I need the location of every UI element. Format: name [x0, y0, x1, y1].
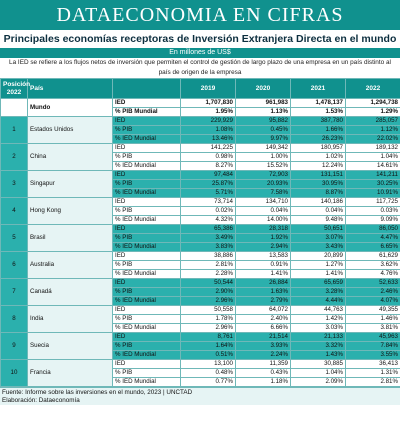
country-row [1, 225, 400, 234]
value-cell: 13,100 [181, 360, 236, 369]
value-cell: 21,514 [236, 333, 291, 342]
value-cell: 3.07% [291, 234, 346, 243]
value-cell: 11,359 [236, 360, 291, 369]
world-ied-2022: 1,294,738 [346, 99, 400, 108]
value-cell: 4.47% [346, 234, 400, 243]
value-cell: 3.03% [291, 324, 346, 333]
country-name: Australia [28, 252, 113, 279]
metric-label: IED [113, 198, 181, 207]
country-position: 10 [1, 360, 28, 387]
country-name: Canadá [28, 279, 113, 306]
value-cell: 3.28% [291, 288, 346, 297]
value-cell: 3.49% [181, 234, 236, 243]
value-cell: 5.71% [181, 189, 236, 198]
value-cell: 1.12% [346, 126, 400, 135]
value-cell: 1.63% [236, 288, 291, 297]
value-cell: 3.83% [181, 243, 236, 252]
world-pib-2021: 1.53% [291, 108, 346, 117]
value-cell: 13,583 [236, 252, 291, 261]
metric-label: % IED Mundial [113, 324, 181, 333]
metric-label: % PIB [113, 153, 181, 162]
value-cell: 2.40% [236, 315, 291, 324]
country-row [1, 198, 400, 207]
country-position: 2 [1, 144, 28, 171]
value-cell: 141,225 [181, 144, 236, 153]
value-cell: 1.64% [181, 342, 236, 351]
value-cell: 0.04% [236, 207, 291, 216]
value-cell: 117,725 [346, 198, 400, 207]
value-cell: 0.04% [291, 207, 346, 216]
value-cell: 3.32% [291, 342, 346, 351]
value-cell: 28,318 [236, 225, 291, 234]
value-cell: 0.48% [181, 369, 236, 378]
value-cell: 20.93% [236, 180, 291, 189]
value-cell: 0.91% [236, 261, 291, 270]
value-cell: 1.27% [291, 261, 346, 270]
metric-label: % PIB [113, 369, 181, 378]
value-cell: 72,903 [236, 171, 291, 180]
value-cell: 2.46% [346, 288, 400, 297]
value-cell: 140,186 [291, 198, 346, 207]
value-cell: 0.77% [181, 378, 236, 387]
metric-label: IED [113, 225, 181, 234]
header-2022: 2022 [346, 79, 400, 99]
value-cell: 8.27% [181, 162, 236, 171]
value-cell: 2.09% [291, 378, 346, 387]
country-position: 9 [1, 333, 28, 360]
metric-label: % IED Mundial [113, 135, 181, 144]
value-cell: 1.41% [236, 270, 291, 279]
metric-label: IED [113, 279, 181, 288]
value-cell: 141,211 [346, 171, 400, 180]
value-cell: 2.96% [181, 297, 236, 306]
value-cell: 3.55% [346, 351, 400, 360]
metric-label: % PIB [113, 234, 181, 243]
value-cell: 229,929 [181, 117, 236, 126]
metric-label: % PIB [113, 126, 181, 135]
value-cell: 1.43% [291, 351, 346, 360]
country-name: India [28, 306, 113, 333]
metric-label: % IED Mundial [113, 351, 181, 360]
value-cell: 4.32% [181, 216, 236, 225]
value-cell: 6.66% [236, 324, 291, 333]
country-position: 1 [1, 117, 28, 144]
header-country: País [28, 79, 113, 99]
country-name: Brasil [28, 225, 113, 252]
country-row [1, 252, 400, 261]
value-cell: 1.92% [236, 234, 291, 243]
country-position: 3 [1, 171, 28, 198]
value-cell: 3.81% [346, 324, 400, 333]
value-cell: 2.81% [346, 378, 400, 387]
metric-label: % IED Mundial [113, 162, 181, 171]
value-cell: 64,072 [236, 306, 291, 315]
value-cell: 189,132 [346, 144, 400, 153]
value-cell: 50,558 [181, 306, 236, 315]
value-cell: 1.78% [181, 315, 236, 324]
header-2019: 2019 [181, 79, 236, 99]
value-cell: 4.07% [346, 297, 400, 306]
world-label: Mundo [28, 99, 113, 117]
country-row [1, 144, 400, 153]
world-pib-2022: 1.29% [346, 108, 400, 117]
metric-label: IED [113, 333, 181, 342]
value-cell: 10.91% [346, 189, 400, 198]
world-position [1, 99, 28, 117]
value-cell: 8.87% [291, 189, 346, 198]
world-metric-ied: IED [113, 99, 181, 108]
country-position: 8 [1, 306, 28, 333]
metric-label: % PIB [113, 288, 181, 297]
value-cell: 9.97% [236, 135, 291, 144]
value-cell: 0.43% [236, 369, 291, 378]
metric-label: % IED Mundial [113, 189, 181, 198]
value-cell: 4.76% [346, 270, 400, 279]
table-header-row [1, 79, 400, 99]
country-row [1, 306, 400, 315]
metric-label: % PIB [113, 315, 181, 324]
fdi-table [0, 78, 400, 387]
credit-note: Elaboración: Dataeconomía [0, 396, 400, 405]
value-cell: 0.02% [181, 207, 236, 216]
value-cell: 2.96% [181, 324, 236, 333]
value-cell: 2.90% [181, 288, 236, 297]
metric-label: % PIB [113, 207, 181, 216]
value-cell: 14.00% [236, 216, 291, 225]
value-cell: 50,544 [181, 279, 236, 288]
value-cell: 9.48% [291, 216, 346, 225]
value-cell: 1.46% [346, 315, 400, 324]
world-pib-2020: 1.13% [236, 108, 291, 117]
value-cell: 50,651 [291, 225, 346, 234]
value-cell: 131,151 [291, 171, 346, 180]
value-cell: 8,761 [181, 333, 236, 342]
country-name: Hong Kong [28, 198, 113, 225]
value-cell: 0.98% [181, 153, 236, 162]
value-cell: 7.84% [346, 342, 400, 351]
metric-label: % IED Mundial [113, 243, 181, 252]
value-cell: 25.87% [181, 180, 236, 189]
country-row [1, 360, 400, 369]
value-cell: 97,484 [181, 171, 236, 180]
metric-label: % IED Mundial [113, 270, 181, 279]
value-cell: 3.43% [291, 243, 346, 252]
value-cell: 95,882 [236, 117, 291, 126]
header-2021: 2021 [291, 79, 346, 99]
value-cell: 180,957 [291, 144, 346, 153]
value-cell: 45,963 [346, 333, 400, 342]
metric-label: IED [113, 306, 181, 315]
value-cell: 0.45% [236, 126, 291, 135]
country-position: 5 [1, 225, 28, 252]
value-cell: 65,659 [291, 279, 346, 288]
country-name: Francia [28, 360, 113, 387]
source-note: Fuente: Informe sobre las inversiones en el mundo, 2023 | UNCTAD [0, 387, 400, 396]
value-cell: 0.51% [181, 351, 236, 360]
value-cell: 1.66% [291, 126, 346, 135]
value-cell: 2.81% [181, 261, 236, 270]
metric-label: % IED Mundial [113, 378, 181, 387]
value-cell: 52,633 [346, 279, 400, 288]
value-cell: 1.42% [291, 315, 346, 324]
world-metric-pib: % PIB Mundial [113, 108, 181, 117]
value-cell: 387,780 [291, 117, 346, 126]
value-cell: 1.02% [291, 153, 346, 162]
value-cell: 49,355 [346, 306, 400, 315]
value-cell: 21,133 [291, 333, 346, 342]
value-cell: 1.04% [346, 153, 400, 162]
value-cell: 86,050 [346, 225, 400, 234]
value-cell: 14.61% [346, 162, 400, 171]
metric-label: IED [113, 144, 181, 153]
metric-label: IED [113, 117, 181, 126]
value-cell: 26,884 [236, 279, 291, 288]
header-metric [113, 79, 181, 99]
header-position: Posición 2022 [1, 79, 28, 99]
world-pib-2019: 1.95% [181, 108, 236, 117]
metric-label: IED [113, 171, 181, 180]
country-name: China [28, 144, 113, 171]
value-cell: 30.25% [346, 180, 400, 189]
value-cell: 1.08% [181, 126, 236, 135]
value-cell: 2.94% [236, 243, 291, 252]
country-row [1, 333, 400, 342]
metric-label: % PIB [113, 180, 181, 189]
value-cell: 2.24% [236, 351, 291, 360]
country-row [1, 117, 400, 126]
value-cell: 3.93% [236, 342, 291, 351]
value-cell: 1.18% [236, 378, 291, 387]
value-cell: 9.09% [346, 216, 400, 225]
header-2020: 2020 [236, 79, 291, 99]
country-position: 6 [1, 252, 28, 279]
value-cell: 61,629 [346, 252, 400, 261]
metric-label: IED [113, 360, 181, 369]
value-cell: 30,885 [291, 360, 346, 369]
value-cell: 149,342 [236, 144, 291, 153]
value-cell: 6.65% [346, 243, 400, 252]
country-row [1, 279, 400, 288]
country-name: Suecia [28, 333, 113, 360]
country-row [1, 171, 400, 180]
value-cell: 3.62% [346, 261, 400, 270]
value-cell: 0.03% [346, 207, 400, 216]
banner-title: DATAECONOMIA EN CIFRAS [0, 0, 400, 30]
metric-label: % PIB [113, 342, 181, 351]
world-ied-2020: 961,983 [236, 99, 291, 108]
value-cell: 1.04% [291, 369, 346, 378]
value-cell: 22.02% [346, 135, 400, 144]
value-cell: 2.79% [236, 297, 291, 306]
value-cell: 4.44% [291, 297, 346, 306]
value-cell: 73,714 [181, 198, 236, 207]
value-cell: 134,710 [236, 198, 291, 207]
value-cell: 13.46% [181, 135, 236, 144]
value-cell: 1.41% [291, 270, 346, 279]
value-cell: 1.00% [236, 153, 291, 162]
unit-note: En millones de US$ [0, 48, 400, 58]
value-cell: 36,413 [346, 360, 400, 369]
value-cell: 12.24% [291, 162, 346, 171]
value-cell: 1.31% [346, 369, 400, 378]
metric-label: % IED Mundial [113, 297, 181, 306]
value-cell: 7.58% [236, 189, 291, 198]
world-row-ied [1, 99, 400, 108]
table-subtitle: Principales economías receptoras de Inversión Extranjera Directa en el mundo [3, 33, 397, 45]
value-cell: 2.28% [181, 270, 236, 279]
country-position: 4 [1, 198, 28, 225]
country-name: Estados Unidos [28, 117, 113, 144]
world-ied-2019: 1,707,830 [181, 99, 236, 108]
metric-label: % IED Mundial [113, 216, 181, 225]
value-cell: 65,386 [181, 225, 236, 234]
value-cell: 15.52% [236, 162, 291, 171]
world-ied-2021: 1,478,137 [291, 99, 346, 108]
value-cell: 38,886 [181, 252, 236, 261]
country-position: 7 [1, 279, 28, 306]
value-cell: 44,763 [291, 306, 346, 315]
metric-label: IED [113, 252, 181, 261]
value-cell: 20,899 [291, 252, 346, 261]
value-cell: 285,057 [346, 117, 400, 126]
metric-label: % PIB [113, 261, 181, 270]
description-note: La IED se refiere a los flujos netos de inversión que permiten el control de gestión de largo plazo de una empresa en un país distinto al país de origen de la empresa [0, 58, 400, 78]
country-name: Singapur [28, 171, 113, 198]
value-cell: 26.23% [291, 135, 346, 144]
value-cell: 30.95% [291, 180, 346, 189]
